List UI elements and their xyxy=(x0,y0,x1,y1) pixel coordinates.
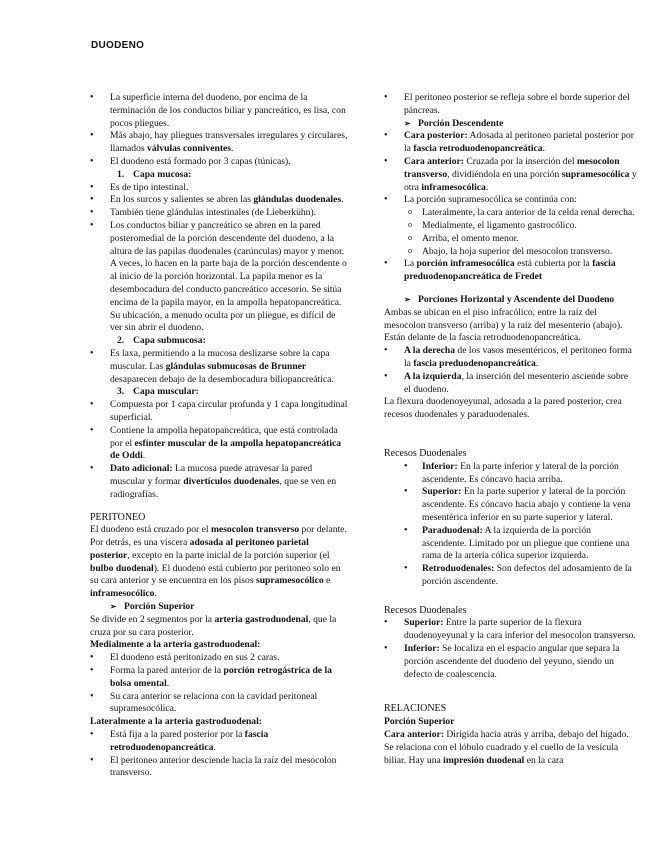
peritoneo-heading: PERITONEO xyxy=(90,511,146,523)
list-item: • Su cara anterior se relaciona con la cavidad peritoneal supramesocólica. xyxy=(90,691,348,717)
lateral-heading: Lateralmente a la arteria gastroduodenal: xyxy=(90,716,262,728)
horizontal-ascendente-heading: ➢ Porciones Horizontal y Ascendente del Duodeno xyxy=(384,294,637,307)
flexura-text: La flexura duodenoyeyunal, adosada a la pared posterior, crea recesos duodenales y paraduodenales. xyxy=(384,396,622,421)
list-item: o Lateralmente, la cara anterior de la celda renal derecha. xyxy=(384,207,637,220)
list-item: o Arriba, el omento menor. xyxy=(384,233,637,246)
list-item: • El duodeno está peritonizado en sus 2 caras. xyxy=(90,652,348,665)
submucosa-heading: 2. Capa submucosa: xyxy=(117,335,206,347)
right-column xyxy=(384,92,637,767)
infra-list xyxy=(384,258,637,284)
submucosa-list xyxy=(90,348,348,386)
relaciones-subheading: Porción Superior xyxy=(384,716,455,728)
mucosa-list xyxy=(90,182,348,336)
list-item: • En los surcos y salientes se abren las glándulas duodenales. xyxy=(90,194,348,207)
muscular-heading: 3. Capa muscular: xyxy=(117,386,199,398)
list-item: • Los conductos biliar y pancreático se abren en la pared posteromedial de la porción descendente del duodeno, a la altura de las papilas duodenales (carúnculas) mayor y menor. A veces, lo hacen en la parte baja de la porción descendente o al inicio de la porción horizontal. La papila menor es la desembocadura del conducto pancreático accesorio. Se sitúa encima de la papila mayor, en la ampolla hepatopancreática. Su ubicación, a menudo oculta por un pliegue, es difícil de ver sin abrir el duodeno. xyxy=(90,220,348,335)
list-item: • Cara posterior: Adosada al peritoneo parietal posterior por la fascia retroduodenopancreática. xyxy=(384,130,637,156)
list-item: • Inferior: En la parte inferior y lateral de la porción ascendente. Es cóncavo hacia arriba. xyxy=(384,461,637,487)
mucosa-heading: 1. Capa mucosa: xyxy=(117,168,192,180)
list-item: • La porción inframesocólica está cubierta por la fascia preduodenopancreática de Fredet xyxy=(384,258,637,284)
list-item: • También tiene glándulas intestinales (de Lieberkühn). xyxy=(90,207,348,220)
list-item: • Retroduodenales: Son defectos del adosamiento de la porción ascendente. xyxy=(384,563,637,589)
list-item: • El peritoneo posterior se refleja sobre el borde superior del páncreas. xyxy=(384,92,637,118)
porcion-superior-heading: ➢ Porción Superior xyxy=(90,601,348,614)
list-item: • Es de tipo intestinal. xyxy=(90,182,348,195)
list-item: • A la izquierda, la inserción del mesenterio asciende sobre el duodeno. xyxy=(384,371,637,397)
list-item: • Cara anterior: Cruzada por la inserción del mesocolon transverso, dividiéndola en una porción supramesocólica y otra inframesocólica. xyxy=(384,156,637,194)
list-item: • Superior: Entre la parte superior de la flexura duodenoyeyunal y la cara inferior del mesocolon transverso. xyxy=(384,617,637,643)
horizontal-text: Ambas se ubican en el piso infracólico, entre la raíz del mesocolon transverso (arriba) y la raíz del mesenterio (abajo). Están delante de la fascia retroduodenopancreática. xyxy=(384,306,623,344)
peritoneo-text: El duodeno está cruzado por el mesocolon transverso por delante. Por detrás, es una víscera adosada al peritoneo parietal posterior, excepto en la parte inicial de la porción superior (el bulbo duodenal). El duodeno está cubierto por peritoneo solo en su cara anterior y se encuentra en los pisos supramesocólico e inframesocólico. xyxy=(90,524,347,600)
list-item: • La superficie interna del duodeno, por encima de la terminación de los conductos biliar y pancreático, es lisa, con pocos pliegues. xyxy=(90,92,348,130)
horizontal-list xyxy=(384,345,637,396)
medial-heading: Medialmente a la arteria gastroduodenal: xyxy=(90,639,261,651)
lateral-list xyxy=(90,729,348,780)
list-item: • Paraduodenal: A la izquierda de la porción ascendente. Limitado por un pliegue que contiene una rama de la arteria cólica superior izquierda. xyxy=(384,525,637,563)
top-list xyxy=(384,92,637,118)
list-item: • Más abajo, hay pliegues transversales irregulares y circulares, llamados válvulas conniventes. xyxy=(90,130,348,156)
relaciones-text: Cara anterior: Dirigida hacia atrás y arriba, debajo del hígado. Se relaciona con el lóbulo cuadrado y el cuello de la vesícula biliar. Hay una impresión duodenal en la cara xyxy=(384,729,629,766)
list-item: • Compuesta por 1 capa circular profunda y 1 capa longitudinal superficial. xyxy=(90,399,348,425)
list-item: • El peritoneo anterior desciende hacia la raíz del mesocolon transverso. xyxy=(90,755,348,781)
list-item: • A la derecha de los vasos mesentéricos, el peritoneo forma la fascia preduodenopancreática. xyxy=(384,345,637,371)
porcion-descendente-heading: ➢ Porción Descendente xyxy=(384,118,637,131)
list-item: • Está fija a la pared posterior por la fascia retroduodenopancreática. xyxy=(90,729,348,755)
recesos-heading-1: Recesos Duodenales xyxy=(384,447,467,459)
list-item: • Contiene la ampolla hepatopancreática, que está controlada por el esfínter muscular de la ampolla hepatopancreática de Oddi. xyxy=(90,425,348,463)
muscular-list xyxy=(90,399,348,501)
document-title: DUODENO xyxy=(91,40,145,51)
list-item: • Forma la pared anterior de la porción retrogástrica de la bolsa omental. xyxy=(90,665,348,691)
descendente-list xyxy=(384,130,637,207)
list-item: • Superior: En la parte superior y lateral de la porción ascendente. Es cóncavo hacia abajo y contiene la vena mesentérica inferior en su parte superior y lateral. xyxy=(384,486,637,524)
list-item: • Inferior: Se localiza en el espacio angular que separa la porción ascendente del duodeno del yeyuno, siendo un defecto de coalescencia. xyxy=(384,643,637,681)
list-item: • El duodeno está formado por 3 capas (túnicas). xyxy=(90,156,348,169)
relaciones-heading: RELACIONES xyxy=(384,703,447,715)
left-column xyxy=(90,92,348,780)
recesos-heading-2: Recesos Duodenales xyxy=(384,604,467,616)
porcion-superior-text: Se divide en 2 segmentos por la arteria gastroduodenal, que la cruza por su cara posterior. xyxy=(90,613,337,638)
circle-list xyxy=(384,207,637,258)
recesos-list-1 xyxy=(384,461,637,589)
list-item: • La porción supramesocólica se continúa con: xyxy=(384,194,637,207)
list-item: • Es laxa, permitiendo a la mucosa deslizarse sobre la capa muscular. Las glándulas submucosas de Brunner desaparecen debajo de la desembocadura biliopancreática. xyxy=(90,348,348,386)
list-item: • Dato adicional: La mucosa puede atravesar la pared muscular y formar divertículos duodenales, que se ven en radiografías. xyxy=(90,463,348,501)
list-item: o Abajo, la hoja superior del mesocolon transverso. xyxy=(384,246,637,259)
medial-list xyxy=(90,652,348,716)
recesos-list-2 xyxy=(384,617,637,681)
list-item: o Medialmente, el ligamento gastrocólico. xyxy=(384,220,637,233)
intro-list xyxy=(90,92,348,169)
